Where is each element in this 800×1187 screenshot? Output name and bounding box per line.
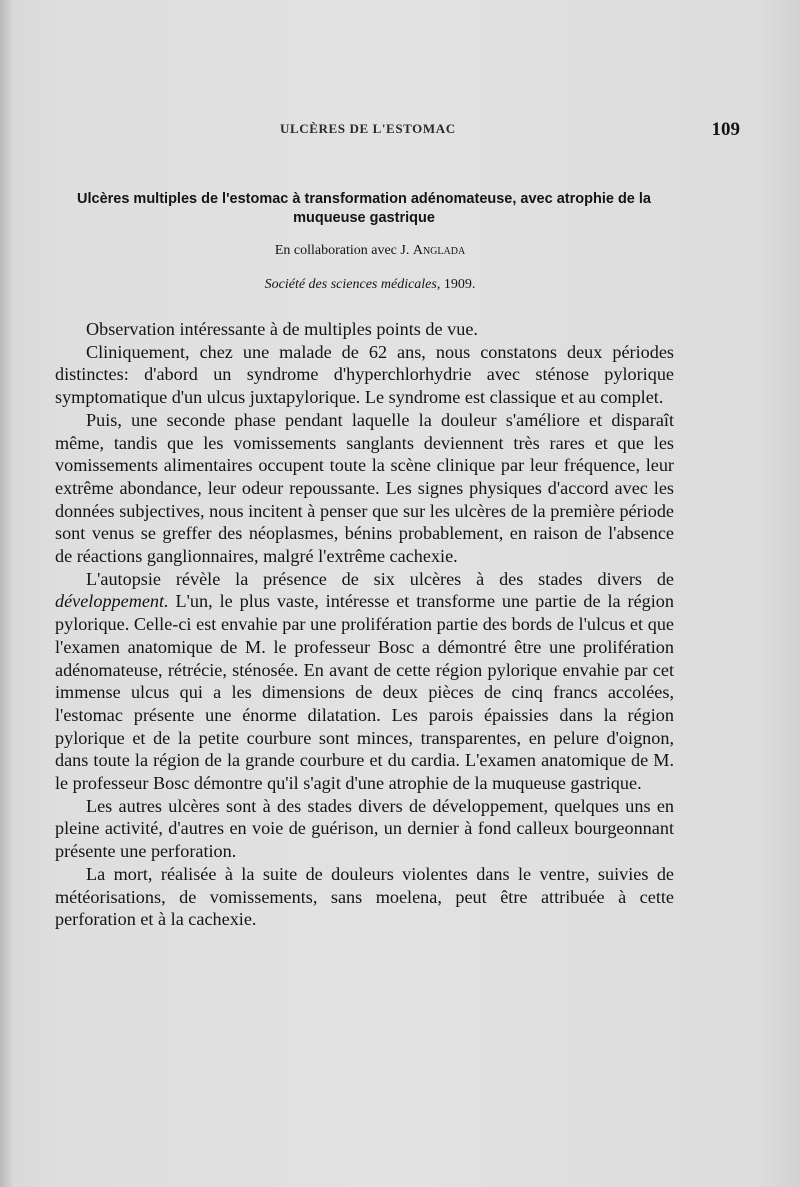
paragraph-4 [55, 568, 674, 795]
running-header [80, 121, 740, 145]
collaborator-name: Anglada [412, 243, 466, 258]
page-number: 109 [711, 119, 740, 140]
paragraph-6: La mort, réalisée à la suite de douleurs violentes dans le ventre, suivies de météorisations, de vomissements, sans moelena, peut être attribuée à cette perforation et à la cachexie. [55, 863, 674, 930]
paragraph-4-italic: développement. [55, 591, 169, 612]
paragraph-4-start: L'autopsie révèle la présence de six ulcères à des stades divers de [86, 568, 674, 589]
article-title: Ulcères multiples de l'estomac à transformation adénomateuse, avec atrophie de la muqueuse gastrique [77, 191, 651, 226]
running-title: ULCÈRES DE L'ESTOMAC [280, 121, 456, 136]
paragraph-2: Cliniquement, chez une malade de 62 ans, nous constatons deux périodes distinctes: d'abord un syndrome d'hyperchlorhydrie avec sténose pylorique symptomatique d'un ulcus juxtapylorique. Le syndrome est classique et au complet. [55, 341, 674, 408]
source-line [80, 277, 660, 293]
source-year: 1909. [440, 277, 476, 292]
collaboration-prefix: En collaboration avec J. [274, 243, 413, 258]
paragraph-3: Puis, une seconde phase pendant laquelle la douleur s'améliore et disparaît même, tandis que les vomissements sanglants deviennent très rares et que les vomissements alimentaires occupent toute la scène clinique par leur fréquence, leur extrême abondance, leur odeur repoussante. Les signes physiques d'accord avec les données subjectives, nous incitent à penser que sur les ulcères de la première période sont venus se greffer des néoplasmes, bénins probablement, en raison de l'absence de réactions ganglionnaires, malgré l'extrême cachexie. [55, 409, 674, 567]
paragraph-4-rest: L'un, le plus vaste, intéresse et transforme une partie de la région pylorique. Celle-ci est envahie par une prolifération partie des bords de l'ulcus et que l'examen anatomique de M. le professeur Bosc a démontré être une prolifération adénomateuse, rétrécie, sténosée. En avant de cette région pylorique envahie par cet immense ulcus qui a les dimensions de deux pièces de cinq francs accolées, l'estomac présente une énorme dilatation. Les parois épaissies dans la région pylorique et de la petite courbure sont minces, transparentes, en pelure d'oignon, dans toute la région de la grande courbure et du cardia. L'examen anatomique de M. le professeur Bosc démontre qu'il s'agit d'une atrophie de la muqueuse gastrique. [55, 591, 674, 794]
source-journal: Société des sciences médicales, [264, 277, 441, 292]
paragraph-1: Observation intéressante à de multiples points de vue. [86, 319, 478, 339]
paragraph-5: Les autres ulcères sont à des stades divers de développement, quelques uns en pleine activité, d'autres en voie de guérison, un dernier à fond calleux bourgeonnant présente une perforation. [55, 795, 674, 862]
collaboration-line [80, 243, 660, 259]
body-text [55, 318, 674, 931]
